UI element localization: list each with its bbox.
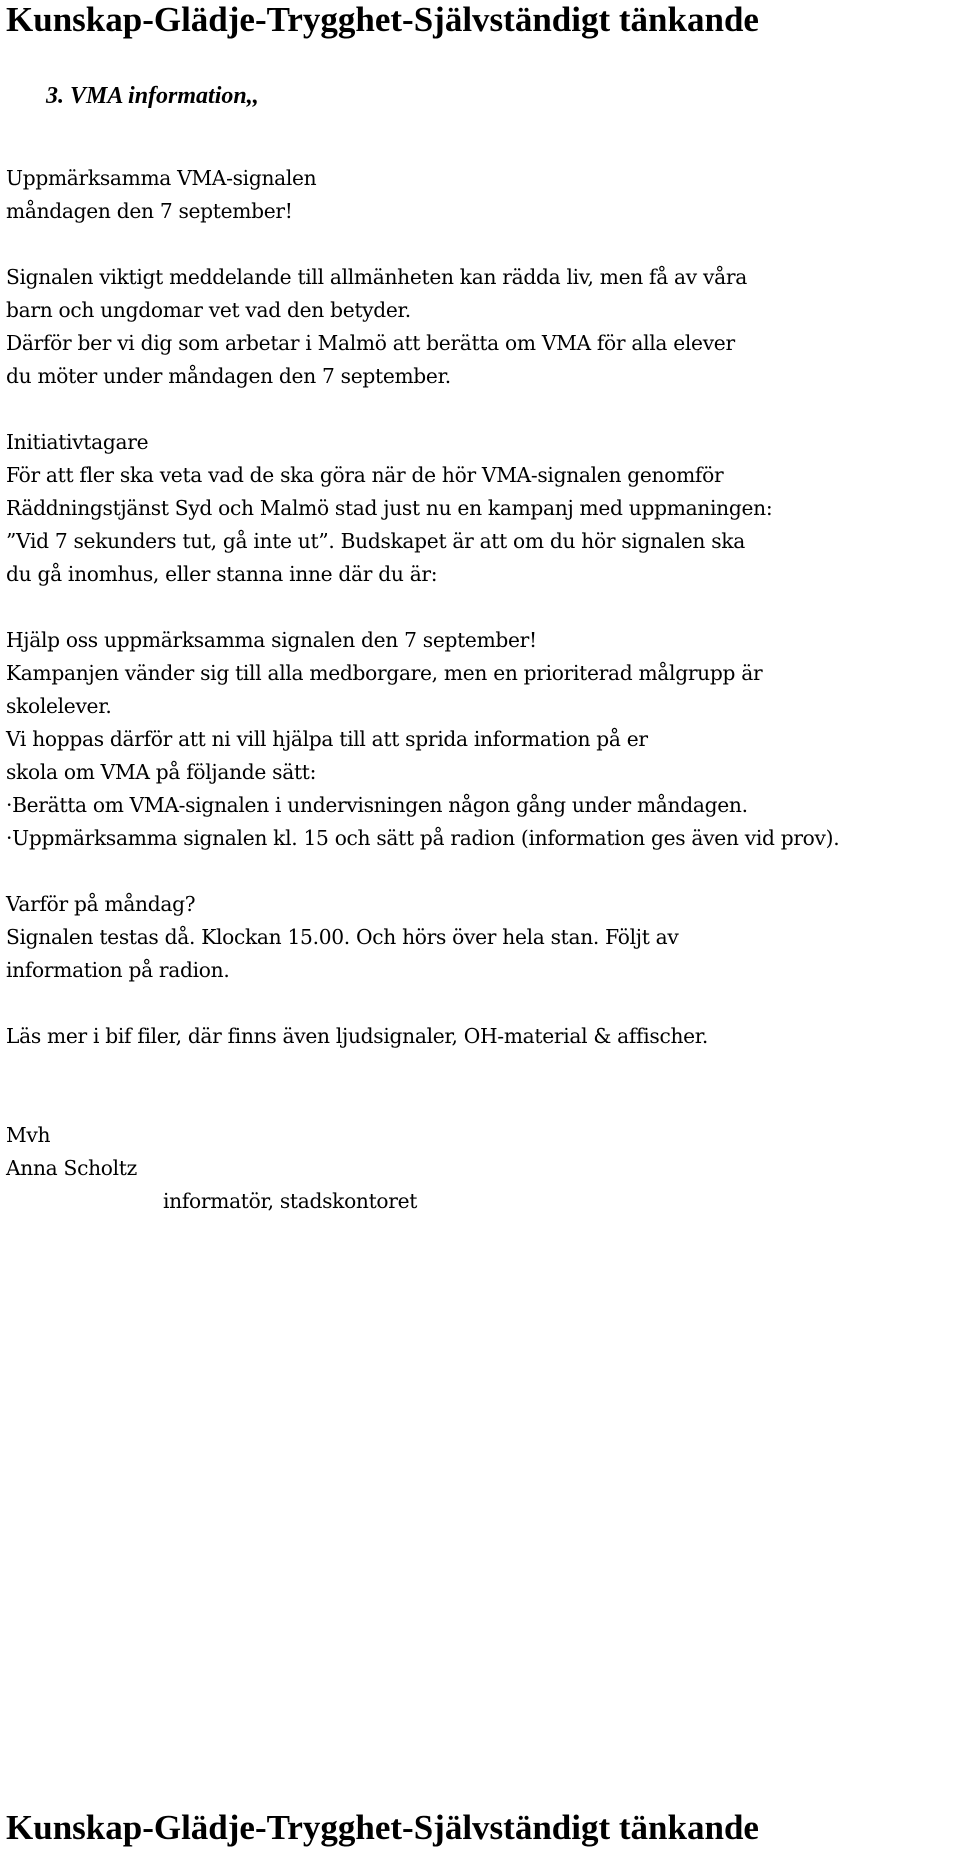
paragraph-gap <box>6 1053 956 1086</box>
paragraph-announcement <box>6 162 956 228</box>
document-body <box>6 162 956 1218</box>
text-line: skola om VMA på följande sätt: <box>6 760 317 784</box>
paragraph-gap <box>6 393 956 426</box>
signature-block <box>6 1119 956 1218</box>
paragraph-read-more <box>6 1020 956 1053</box>
text-line: Vi hoppas därför att ni vill hjälpa till att sprida information på er <box>6 727 648 751</box>
paragraph-gap <box>6 228 956 261</box>
text-line: Kampanjen vänder sig till alla medborgare, men en prioriterad målgrupp är <box>6 661 763 685</box>
text-line: Räddningstjänst Syd och Malmö stad just nu en kampanj med uppmaningen: <box>6 496 773 520</box>
signature-name: Anna Scholtz <box>6 1156 137 1180</box>
text-line: måndagen den 7 september! <box>6 199 293 223</box>
text-line: Initiativtagare <box>6 430 149 454</box>
section-heading: 3. VMA information,, <box>46 83 259 109</box>
text-line: du möter under måndagen den 7 september. <box>6 364 451 388</box>
text-line: skolelever. <box>6 694 112 718</box>
paragraph-campaign <box>6 624 956 855</box>
text-line: Därför ber vi dig som arbetar i Malmö att berätta om VMA för alla elever <box>6 331 735 355</box>
text-line: Läs mer i bif filer, där finns även ljudsignaler, OH-material & affischer. <box>6 1024 709 1048</box>
text-line: Uppmärksamma VMA-signalen <box>6 166 317 190</box>
bullet-item: ·Berätta om VMA-signalen i undervisningen någon gång under måndagen. <box>6 793 748 817</box>
paragraph-gap <box>6 987 956 1020</box>
text-line: barn och ungdomar vet vad den betyder. <box>6 298 411 322</box>
signature-closing: Mvh <box>6 1123 51 1147</box>
paragraph-initiative <box>6 426 956 591</box>
bullet-item: ·Uppmärksamma signalen kl. 15 och sätt på radion (information ges även vid prov). <box>6 826 840 850</box>
paragraph-signal-info <box>6 261 956 393</box>
text-line: För att fler ska veta vad de ska göra när de hör VMA-signalen genomför <box>6 463 724 487</box>
page-footer: Kunskap-Glädje-Trygghet-Självständigt tänkande <box>6 1808 759 1847</box>
text-line: ”Vid 7 sekunders tut, gå inte ut”. Budskapet är att om du hör signalen ska <box>6 529 745 553</box>
text-line: Signalen viktigt meddelande till allmänheten kan rädda liv, men få av våra <box>6 265 747 289</box>
signature-title: informatör, stadskontoret <box>163 1189 418 1213</box>
text-line: du gå inomhus, eller stanna inne där du är: <box>6 562 438 586</box>
text-line: Hjälp oss uppmärksamma signalen den 7 september! <box>6 628 537 652</box>
paragraph-gap <box>6 591 956 624</box>
text-line: Varför på måndag? <box>6 892 196 916</box>
text-line: Signalen testas då. Klockan 15.00. Och hörs över hela stan. Följt av <box>6 925 679 949</box>
paragraph-why-monday <box>6 888 956 987</box>
text-line: information på radion. <box>6 958 230 982</box>
paragraph-gap <box>6 855 956 888</box>
paragraph-gap <box>6 1086 956 1119</box>
page-header: Kunskap-Glädje-Trygghet-Självständigt tänkande <box>6 0 759 39</box>
